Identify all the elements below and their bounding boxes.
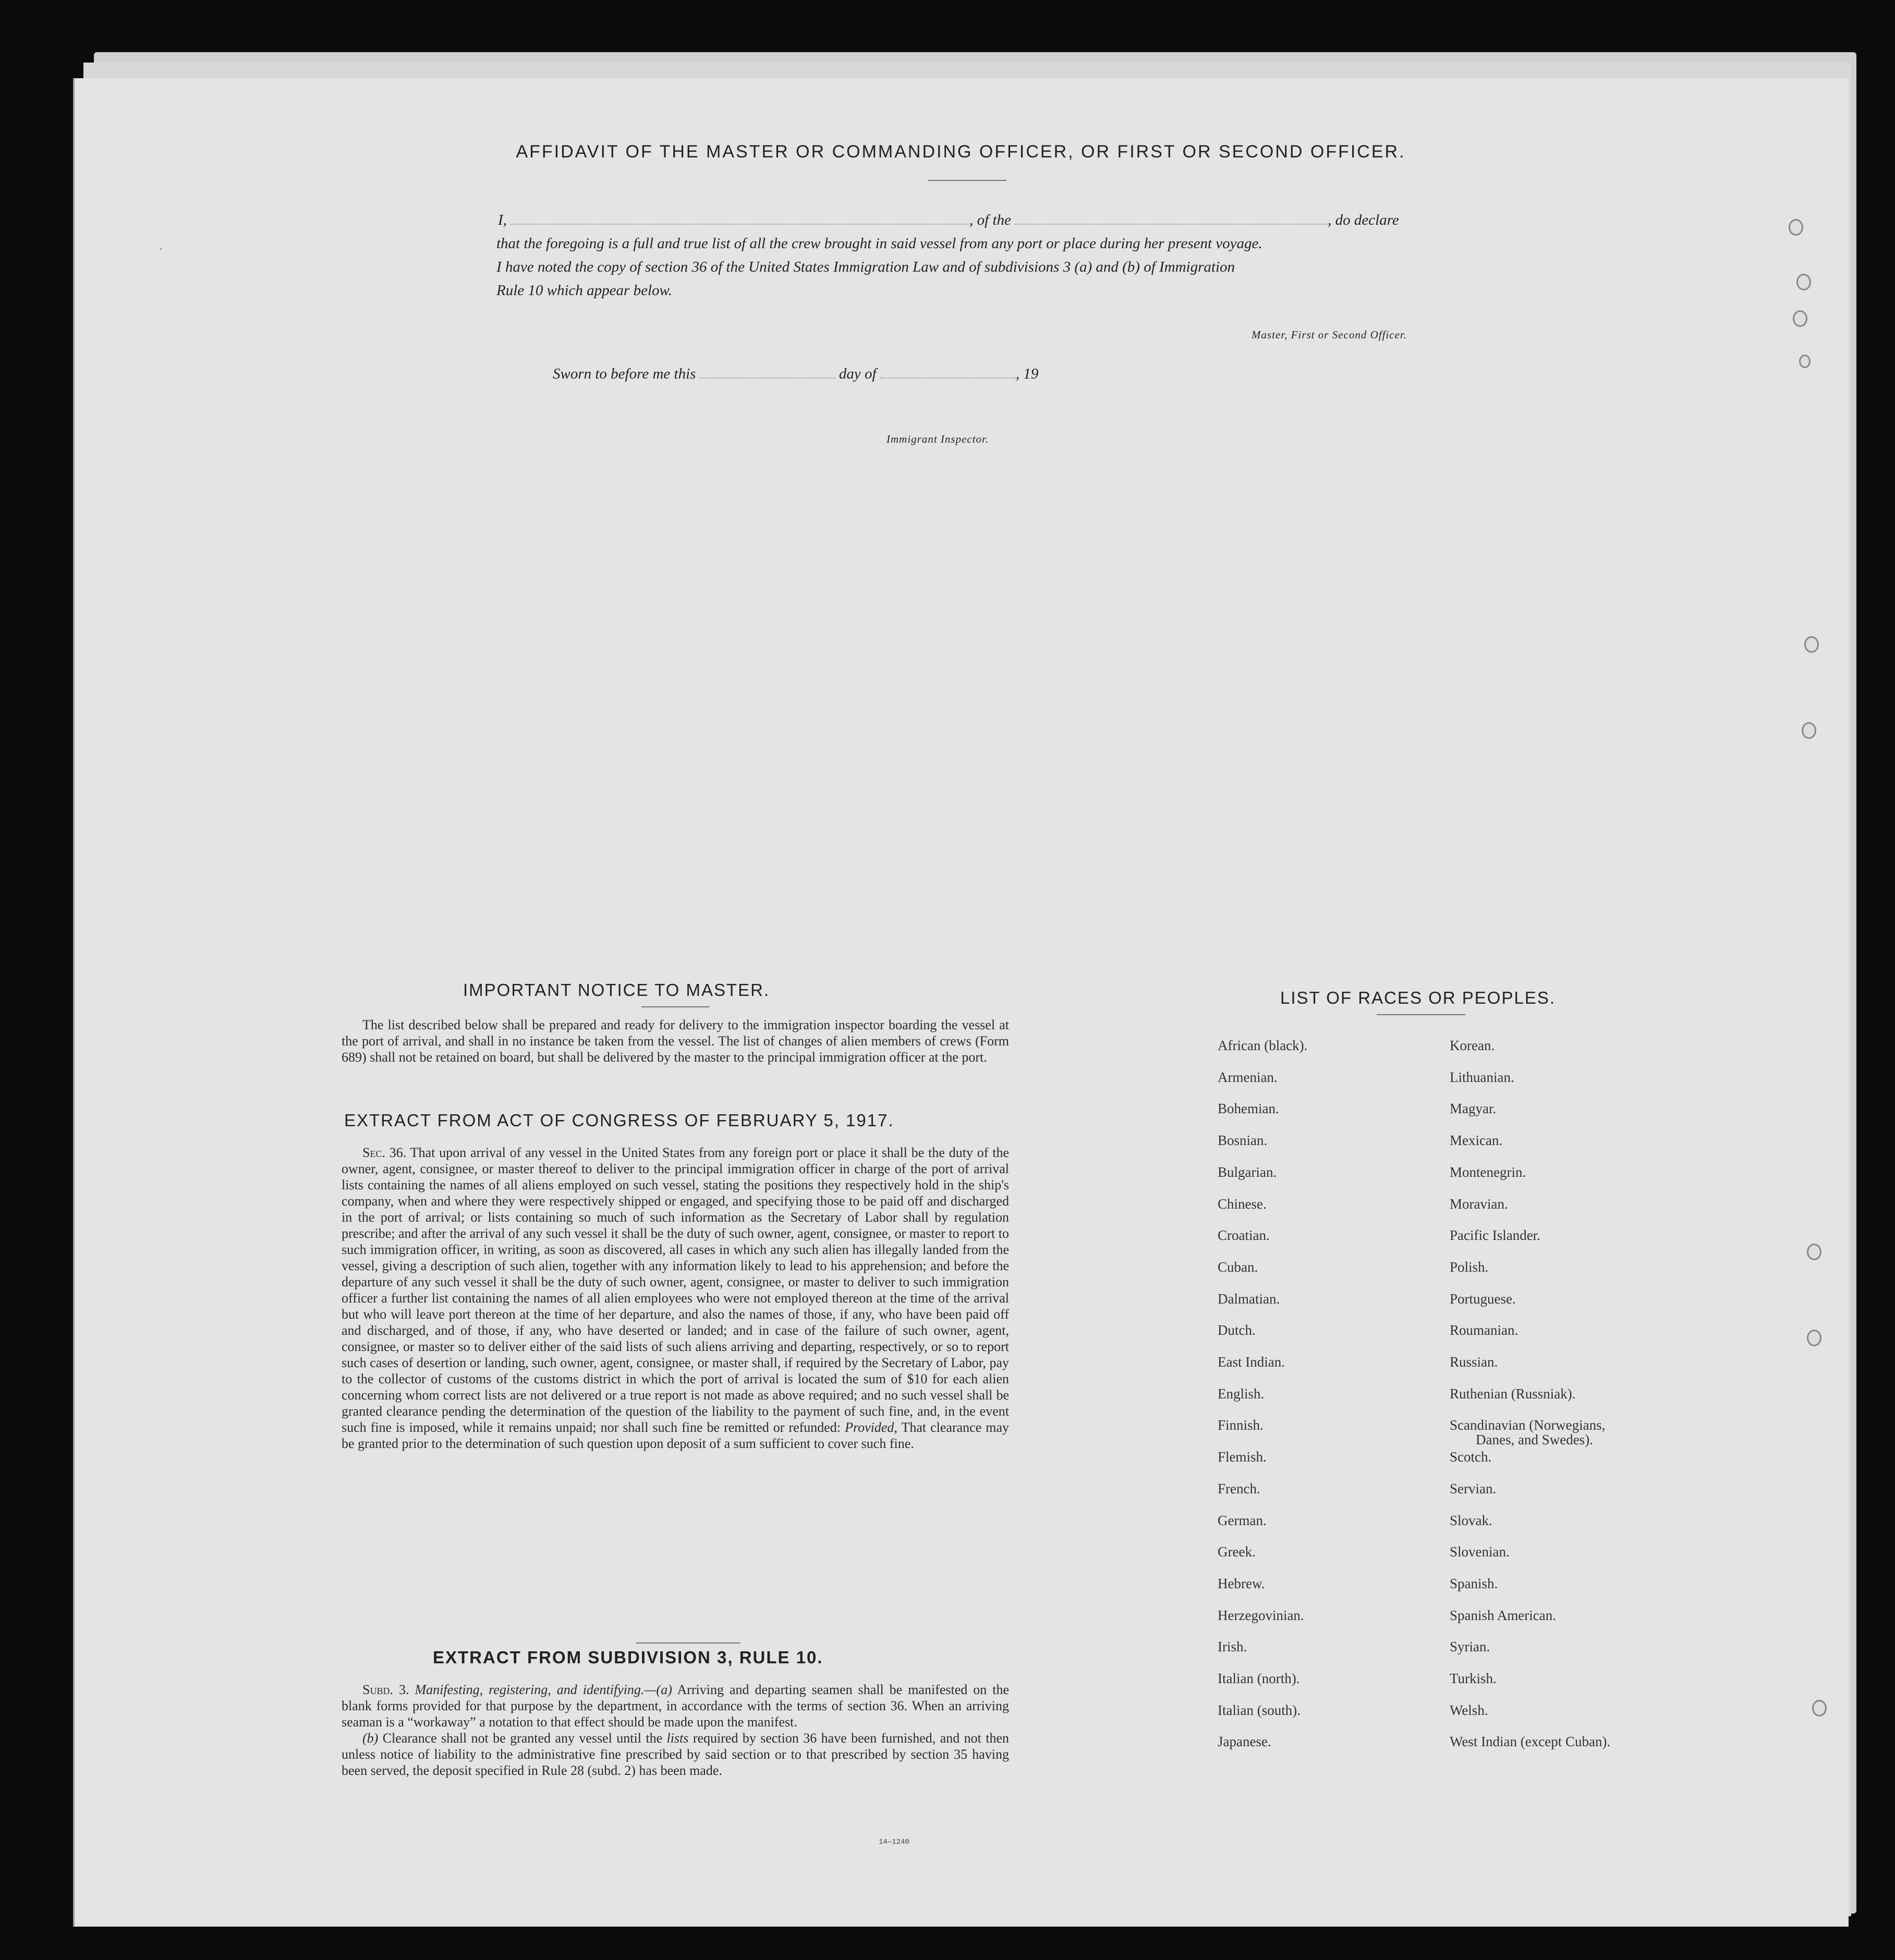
race-item: Armenian. — [1218, 1069, 1278, 1085]
sworn-day-field[interactable] — [700, 378, 835, 379]
document-page — [73, 78, 1849, 1927]
punch-hole — [1799, 355, 1811, 368]
race-item: West Indian (except Cuban). — [1450, 1734, 1611, 1749]
race-item: Montenegrin. — [1450, 1164, 1526, 1180]
race-item: Portuguese. — [1450, 1291, 1516, 1307]
margin-mark: · — [159, 242, 163, 255]
race-item: Bulgarian. — [1218, 1164, 1277, 1180]
sworn-line: Sworn to before me this day of , 19 — [553, 366, 1039, 382]
race-item: Turkish. — [1450, 1671, 1497, 1686]
race-item: Greek. — [1218, 1544, 1256, 1560]
race-item: Korean. — [1450, 1038, 1495, 1053]
race-item: German. — [1218, 1513, 1267, 1528]
punch-hole — [1807, 1330, 1821, 1346]
affidavit-title: AFFIDAVIT OF THE MASTER OR COMMANDING OFFICER, OR FIRST OR SECOND OFFICER. — [516, 142, 1406, 162]
vessel-field[interactable] — [1015, 224, 1328, 225]
race-item: Servian. — [1450, 1481, 1497, 1496]
race-item: Pacific Islander. — [1450, 1227, 1540, 1243]
race-item: Hebrew. — [1218, 1576, 1265, 1591]
race-item: Cuban. — [1218, 1259, 1258, 1275]
extract-act-title: EXTRACT FROM ACT OF CONGRESS OF FEBRUARY 5, 1917. — [344, 1111, 894, 1130]
punch-hole — [1802, 722, 1816, 739]
race-item: Irish. — [1218, 1639, 1247, 1654]
race-item: African (black). — [1218, 1038, 1308, 1053]
punch-hole — [1796, 274, 1811, 290]
race-item: Italian (south). — [1218, 1702, 1301, 1718]
inspector-caption: Immigrant Inspector. — [886, 433, 989, 445]
race-item-continued: Danes, and Swedes). — [1476, 1432, 1593, 1447]
extract-rule — [636, 1642, 740, 1644]
race-item: Welsh. — [1450, 1702, 1488, 1718]
punch-hole — [1807, 1244, 1821, 1260]
race-item: Herzegovinian. — [1218, 1608, 1304, 1623]
declaration-line-1: I, , of the , do declare — [498, 212, 1399, 228]
declaration-line-2: that the foregoing is a full and true list of all the crew brought in said vessel from any port or place during her present voyage. — [496, 235, 1262, 252]
extract-rule-title: EXTRACT FROM SUBDIVISION 3, RULE 10. — [433, 1648, 823, 1667]
race-item: Mexican. — [1450, 1133, 1503, 1148]
sworn-month-field[interactable] — [880, 378, 1016, 379]
declaration-line-3: I have noted the copy of section 36 of the United States Immigration Law and of subdivisions 3 (a) and (b) of Immigration — [496, 259, 1235, 275]
race-item: Croatian. — [1218, 1227, 1270, 1243]
race-item: East Indian. — [1218, 1354, 1285, 1370]
race-item: French. — [1218, 1481, 1260, 1496]
race-item: Flemish. — [1218, 1449, 1267, 1465]
race-item: English. — [1218, 1386, 1265, 1402]
notice-rule — [641, 1006, 709, 1007]
title-rule — [928, 180, 1006, 181]
notice-text: The list described below shall be prepared and ready for delivery to the immigration inspector boarding the vessel at the port of arrival, and shall in no instance be taken from the vessel. The list of changes of alien members of crews (Form 689) shall not be retained on board, but shall be delivered by the master to the principal immigration officer at the port. — [342, 1017, 1009, 1065]
race-item: Bohemian. — [1218, 1101, 1279, 1116]
race-item: Scotch. — [1450, 1449, 1492, 1465]
race-item: Slovenian. — [1450, 1544, 1510, 1560]
name-field[interactable] — [511, 224, 969, 225]
races-rule — [1377, 1014, 1465, 1015]
race-item: Syrian. — [1450, 1639, 1490, 1654]
race-item: Spanish American. — [1450, 1608, 1556, 1623]
race-item: Japanese. — [1218, 1734, 1271, 1749]
extract-act-text: Sec. 36. That upon arrival of any vessel in the United States from any foreign port or place it shall be the duty of the owner, agent, consignee, or master thereof to deliver to the principal immigration officer in charge of the port of arrival lists containing the names of all aliens employed on such vessel, stating the positions they respectively hold in the ship's company, when and where they were respectively shipped or engaged, and specifying those to be paid off and discharged in the port of arrival; or lists containing so much of such information as the Secretary of Labor shall by regulation prescribe; and after the arrival of any such vessel it shall be the duty of such owner, agent, consignee, or master to report to such immigration officer, in writing, as soon as discovered, all cases in which any such alien has illegally landed from the vessel, giving a description of such alien, together with any information likely to lead to his apprehension; and before the departure of any such vessel it shall be the duty of such owner, agent, consignee, or master to deliver to such immigration officer a further list containing the names of all alien employees who were not employed thereon at the time of the arrival but who will leave port thereon at the time of her departure, and also the names of those, if any, who have been paid off and discharged, and of those, if any, who have deserted or landed; and in case of the failure of such owner, agent, consignee, or master so to deliver either of the said lists of such aliens arriving and departing, respectively, or so to report such cases of desertion or landing, such owner, agent, consignee, or master shall, if required by the Secretary of Labor, pay to the collector of customs of the customs district in which the port of arrival is located the sum of $10 for each alien concerning whom correct lists are not delivered or a true report is not made as above required; and no such vessel shall be granted clearance pending the determination of the question of the liability to the payment of such fine, and, in the event such fine is imposed, while it remains unpaid; nor shall such fine be remitted or refunded: Provided, That clearance may be granted prior to the determination of such question upon deposit of a sum sufficient to cover such fine. — [342, 1145, 1010, 1451]
race-item: Bosnian. — [1218, 1133, 1268, 1148]
notice-title: IMPORTANT NOTICE TO MASTER. — [463, 980, 770, 1000]
race-item: Russian. — [1450, 1354, 1498, 1370]
punch-hole — [1793, 310, 1807, 327]
extract-rule-text: Subd. 3. Manifesting, registering, and identifying.—(a) Arriving and departing seamen shall be manifested on the blank forms provided for that purpose by the department, in accordance with the terms of section 36. When an arriving seaman is a “workaway” a notation to that effect should be made upon the manifest. (b) Clearance shall not be granted any vessel until the lists required by section 36 have been furnished, and not then unless notice of liability to the administrative fine prescribed by said section or to that prescribed by section 35 having been served, the deposit specified in Rule 28 (subd. 2) has been made. — [342, 1682, 1009, 1778]
punch-hole — [1804, 636, 1819, 653]
race-item: Polish. — [1450, 1259, 1489, 1275]
race-item: Italian (north). — [1218, 1671, 1300, 1686]
race-item: Finnish. — [1218, 1417, 1264, 1433]
race-item: Dalmatian. — [1218, 1291, 1280, 1307]
race-item: Chinese. — [1218, 1196, 1267, 1212]
race-item: Slovak. — [1450, 1513, 1492, 1528]
punch-hole — [1789, 219, 1803, 236]
race-item: Lithuanian. — [1450, 1069, 1514, 1085]
form-code: 14—1240 — [879, 1838, 909, 1846]
master-caption: Master, First or Second Officer. — [1252, 328, 1407, 341]
races-title: LIST OF RACES OR PEOPLES. — [1280, 988, 1556, 1007]
race-item: Moravian. — [1450, 1196, 1508, 1212]
race-item: Roumanian. — [1450, 1322, 1519, 1338]
page-edge — [73, 78, 75, 1927]
race-item: Scandinavian (Norwegians, — [1450, 1417, 1606, 1433]
declaration-line-4: Rule 10 which appear below. — [496, 282, 672, 299]
race-item: Ruthenian (Russniak). — [1450, 1386, 1576, 1402]
race-item: Dutch. — [1218, 1322, 1256, 1338]
race-item: Magyar. — [1450, 1101, 1497, 1116]
punch-hole — [1812, 1700, 1827, 1716]
race-item: Spanish. — [1450, 1576, 1498, 1591]
